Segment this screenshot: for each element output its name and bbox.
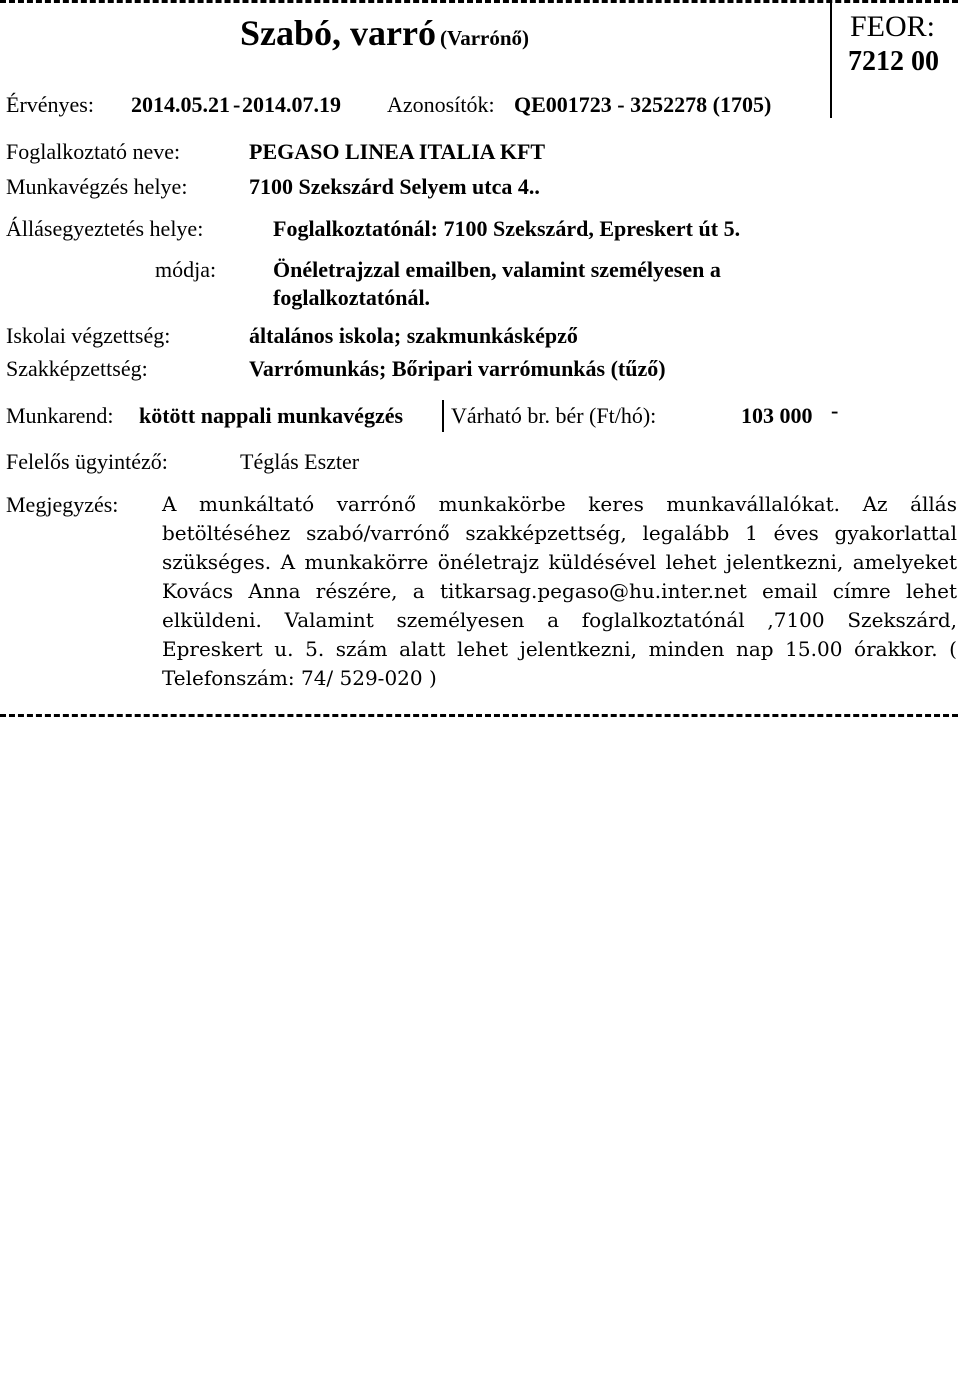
title-main: Szabó, varró bbox=[240, 13, 436, 53]
schedule-value: kötött nappali munkavégzés bbox=[139, 403, 404, 428]
wage-dash: - bbox=[831, 398, 839, 423]
wage-label: Várható br. bér (Ft/hó): bbox=[451, 403, 657, 428]
note-text: A munkáltató varrónő munkakörbe keres munkavállalókat. Az állás betöltéséhez szabó/varrónő szakképzettség, legalább 1 éves gyakorlattal szükséges. A munkakörre önéletrajz küldésével lehet jelentkezni, amelyeket Kovács Anna részére, a titkarsag.pegaso@hu.inter.net email címre lehet elküldeni. Valamint személyesen a foglalkoztatónál ,7100 Szekszárd, Epreskert u. 5. szám alatt lehet jelentkezni, minden nap 15.00 órakkor. ( Telefonszám: 74/ 529-020 ) bbox=[162, 492, 957, 690]
workplace-label: Munkavégzés helye: bbox=[6, 174, 188, 199]
school-label: Iskolai végzettség: bbox=[6, 323, 171, 348]
id-label: Azonosítók: bbox=[387, 92, 495, 117]
id-value: QE001723 - 3252278 (1705) bbox=[514, 92, 772, 117]
bottom-dashed-border bbox=[0, 714, 958, 717]
school-value: általános iskola; szakmunkásképző bbox=[249, 323, 578, 348]
workplace-value: 7100 Szekszárd Selyem utca 4.. bbox=[249, 174, 540, 199]
contact-label: Felelős ügyintéző: bbox=[6, 449, 168, 474]
feor-divider bbox=[830, 0, 832, 118]
schedule-wage-divider bbox=[442, 400, 444, 432]
validity-from: 2014.05.21 bbox=[131, 92, 230, 117]
wage-value: 103 000 bbox=[741, 403, 813, 428]
negotiation-place-value: Foglalkoztatónál: 7100 Szekszárd, Epreskert út 5. bbox=[273, 216, 741, 241]
negotiation-method-line2: foglalkoztatónál. bbox=[273, 285, 431, 310]
validity-to: 2014.07.19 bbox=[242, 92, 341, 117]
top-dashed-border bbox=[0, 0, 958, 3]
page-title bbox=[240, 12, 529, 54]
employer-name-label: Foglalkoztató neve: bbox=[6, 139, 181, 164]
schedule-label: Munkarend: bbox=[6, 403, 114, 428]
validity-label: Érvényes: bbox=[6, 92, 94, 117]
employer-name-value: PEGASO LINEA ITALIA KFT bbox=[249, 139, 546, 164]
qualification-value: Varrómunkás; Bőripari varrómunkás (tűző) bbox=[249, 356, 666, 381]
feor-code: 7212 00 bbox=[848, 46, 939, 77]
validity-separator: - bbox=[233, 92, 241, 117]
contact-value: Téglás Eszter bbox=[240, 449, 360, 474]
negotiation-method-label: módja: bbox=[155, 257, 217, 282]
title-sub: (Varrónő) bbox=[439, 26, 530, 50]
negotiation-place-label: Állásegyeztetés helye: bbox=[6, 216, 204, 241]
feor-label: FEOR: bbox=[850, 10, 936, 43]
negotiation-method-line1: Önéletrajzzal emailben, valamint személyesen a bbox=[273, 257, 721, 282]
qualification-label: Szakképzettség: bbox=[6, 356, 148, 381]
note-label: Megjegyzés: bbox=[6, 492, 119, 517]
